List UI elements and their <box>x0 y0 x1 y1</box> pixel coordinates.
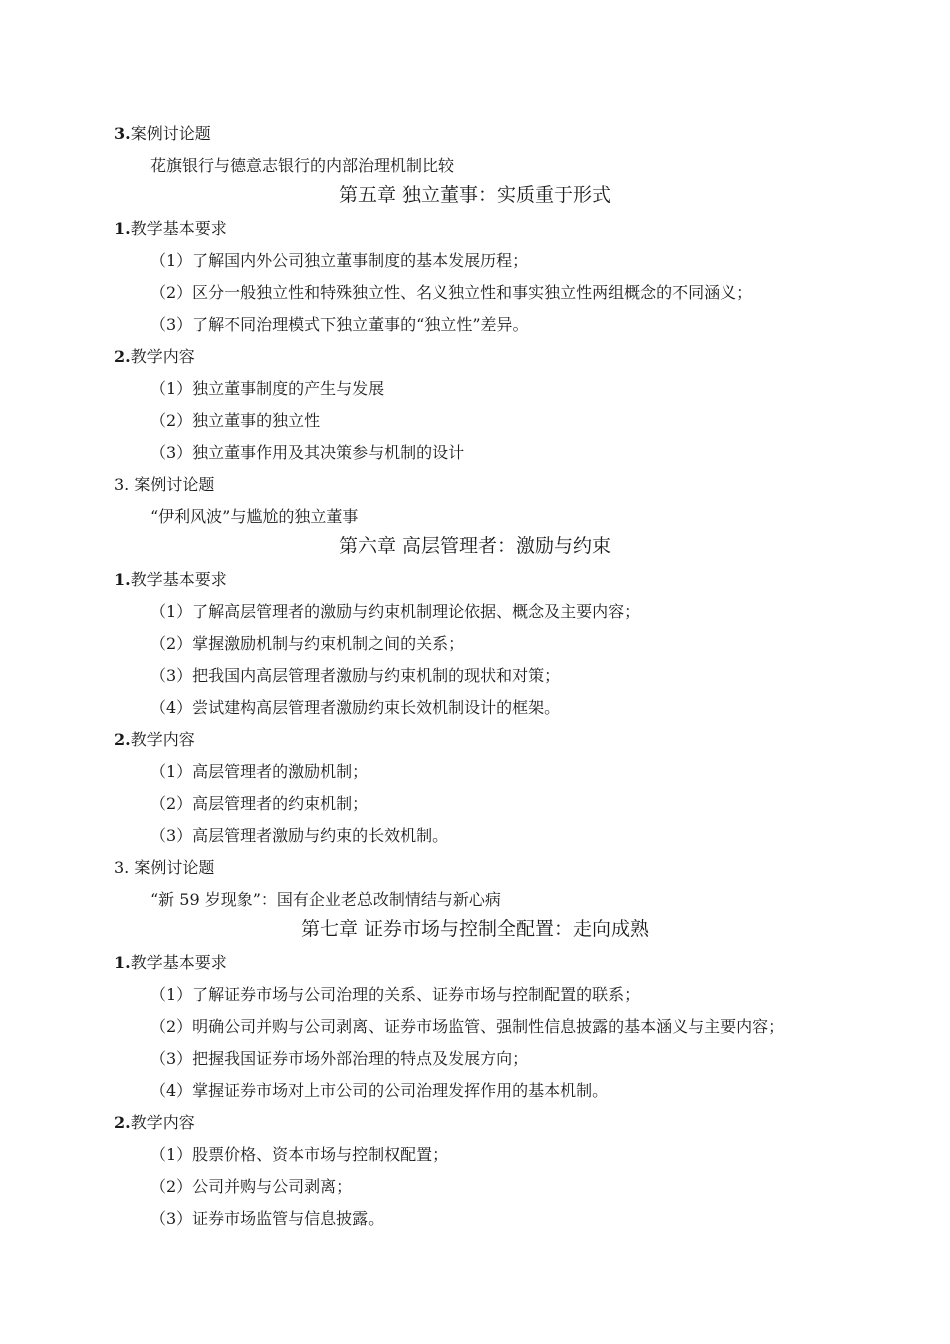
heading-text: 教学基本要求 <box>130 953 227 972</box>
line-32: （1）股票价格、资本市场与控制权配置； <box>150 1145 449 1164</box>
line-16: （2）掌握激励机制与约束机制之间的关系； <box>150 634 465 653</box>
heading-number: 1. <box>114 953 131 972</box>
heading-text: 教学内容 <box>130 1113 195 1132</box>
heading-number: 3. <box>114 858 135 877</box>
heading-text: 案例讨论题 <box>130 124 211 143</box>
chapter-title: 第五章 独立董事：实质重于形式 <box>338 184 612 206</box>
line-11 <box>114 475 214 495</box>
line-10: （3）独立董事作用及其决策参与机制的设计 <box>150 443 465 462</box>
heading-number: 1. <box>114 219 131 238</box>
line-23 <box>114 858 214 878</box>
heading-text: 教学基本要求 <box>130 219 227 238</box>
line-20: （1）高层管理者的激励机制； <box>150 762 369 781</box>
line-6: （3）了解不同治理模式下独立董事的“独立性”差异。 <box>150 315 529 334</box>
heading-number: 2. <box>114 347 131 366</box>
line-0 <box>114 124 211 144</box>
heading-number: 3. <box>114 124 131 143</box>
chapter-title: 第六章 高层管理者：激励与约束 <box>338 535 612 557</box>
line-33: （2）公司并购与公司剥离； <box>150 1177 353 1196</box>
line-34: （3）证券市场监管与信息披露。 <box>150 1209 385 1228</box>
heading-number: 2. <box>114 730 131 749</box>
line-8: （1）独立董事制度的产生与发展 <box>150 379 385 398</box>
line-27: （1）了解证券市场与公司治理的关系、证券市场与控制配置的联系； <box>150 985 641 1004</box>
line-22: （3）高层管理者激励与约束的长效机制。 <box>150 826 449 845</box>
line-30: （4）掌握证券市场对上市公司的公司治理发挥作用的基本机制。 <box>150 1081 609 1100</box>
line-1: 花旗银行与德意志银行的内部治理机制比较 <box>150 156 455 175</box>
line-14 <box>114 570 227 590</box>
line-29: （3）把握我国证券市场外部治理的特点及发展方向； <box>150 1049 529 1068</box>
line-26 <box>114 953 227 973</box>
heading-number: 2. <box>114 1113 131 1132</box>
heading-number: 1. <box>114 570 131 589</box>
heading-number: 3. <box>114 475 135 494</box>
line-5: （2）区分一般独立性和特殊独立性、名义独立性和事实独立性两组概念的不同涵义； <box>150 283 753 302</box>
heading-text: 案例讨论题 <box>134 475 215 494</box>
line-18: （4）尝试建构高层管理者激励约束长效机制设计的框架。 <box>150 698 561 717</box>
heading-text: 教学内容 <box>130 347 195 366</box>
line-15: （1）了解高层管理者的激励与约束机制理论依据、概念及主要内容； <box>150 602 641 621</box>
line-3 <box>114 219 227 239</box>
heading-text: 教学基本要求 <box>130 570 227 589</box>
line-17: （3）把我国内高层管理者激励与约束机制的现状和对策； <box>150 666 561 685</box>
line-7 <box>114 347 195 367</box>
line-12: “伊利风波”与尴尬的独立董事 <box>150 507 359 526</box>
heading-text: 教学内容 <box>130 730 195 749</box>
line-24: “新 59 岁现象”：国有企业老总改制情结与新心病 <box>150 890 501 909</box>
chapter-title: 第七章 证券市场与控制全配置：走向成熟 <box>300 918 650 940</box>
line-21: （2）高层管理者的约束机制； <box>150 794 369 813</box>
line-31 <box>114 1113 195 1133</box>
line-19 <box>114 730 195 750</box>
line-28: （2）明确公司并购与公司剥离、证券市场监管、强制性信息披露的基本涵义与主要内容； <box>150 1017 785 1036</box>
line-4: （1）了解国内外公司独立董事制度的基本发展历程； <box>150 251 529 270</box>
line-9: （2）独立董事的独立性 <box>150 411 321 430</box>
heading-text: 案例讨论题 <box>134 858 215 877</box>
